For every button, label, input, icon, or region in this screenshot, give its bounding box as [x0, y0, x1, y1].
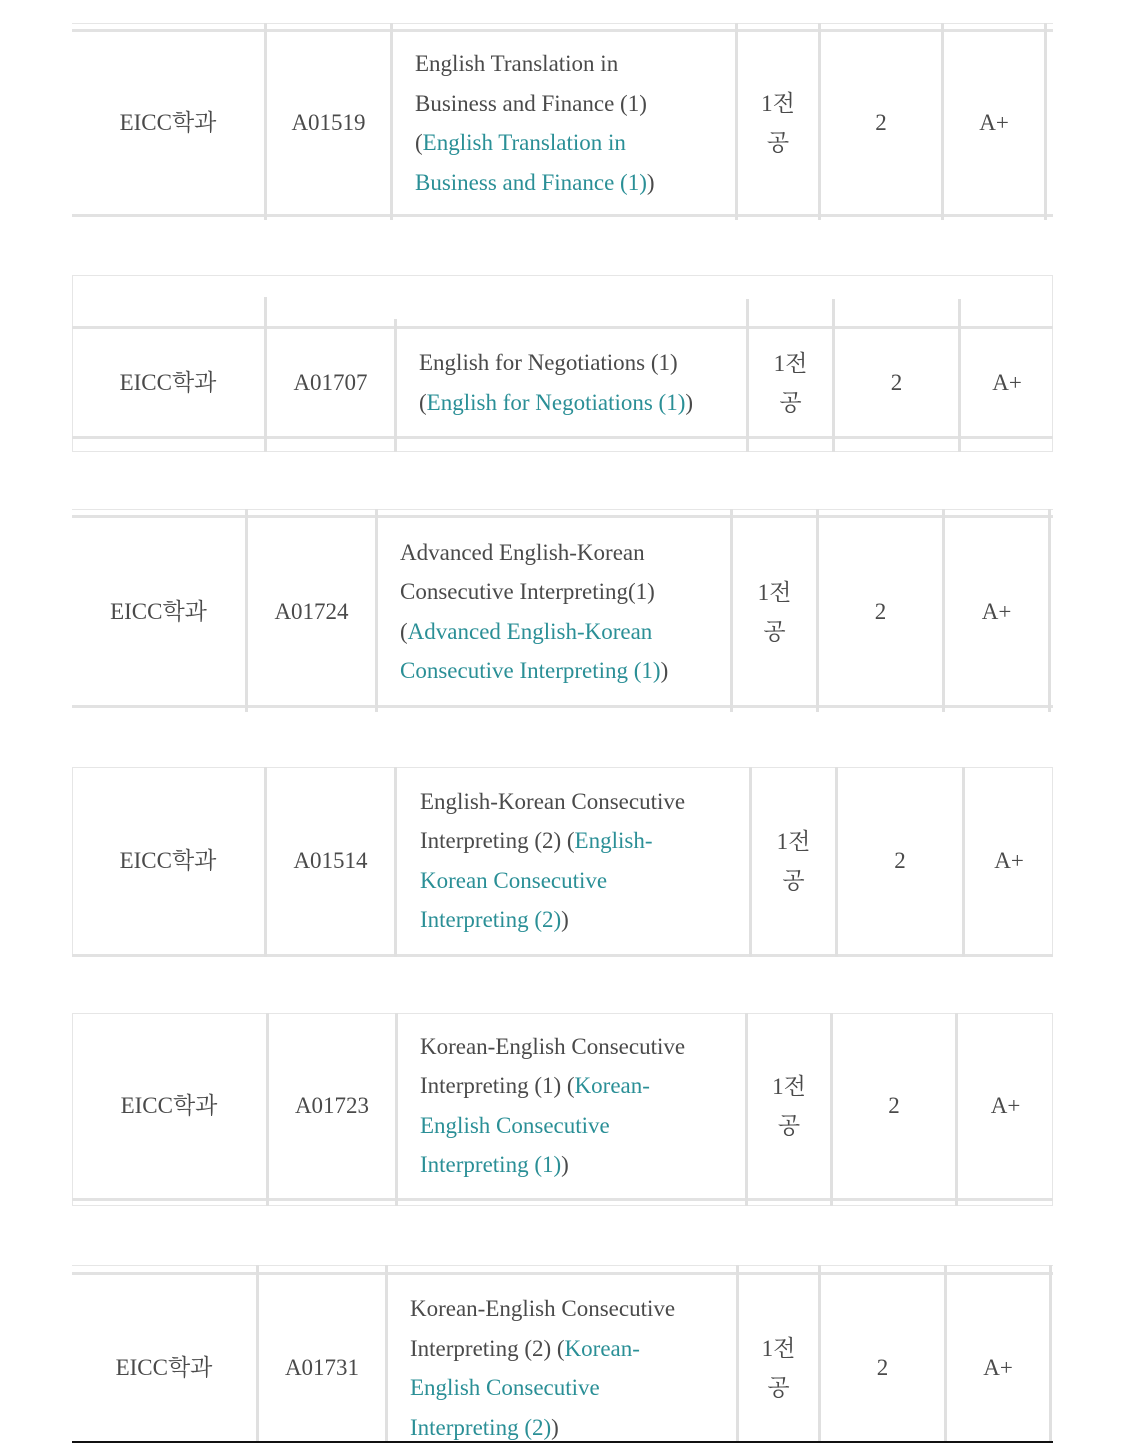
course-title: [419, 343, 726, 422]
grade-cell: A+: [981, 598, 1012, 624]
course-table-1: [72, 23, 1053, 220]
course-code-cell: A01519: [291, 110, 366, 136]
row-divider: [72, 705, 1053, 708]
course-title-link[interactable]: English-Korean Consecutive Interpreting (2): [420, 828, 653, 932]
course-title-cell: [397, 329, 746, 436]
category-text: 1전공: [776, 828, 811, 893]
course-title-suffix: ): [685, 389, 694, 415]
course-title-suffix: ): [660, 658, 669, 683]
credits-cell: 2: [874, 598, 887, 624]
grade-cell: A+: [994, 847, 1024, 873]
course-title-link[interactable]: English Translation in Business and Finance (1): [415, 130, 647, 195]
course-title-suffix: ): [561, 1152, 569, 1177]
course-title-cell: [393, 32, 735, 214]
page-cutoff-rule: [72, 1441, 1053, 1443]
row-divider: [72, 1198, 1053, 1201]
course-title-cell: [398, 1013, 745, 1198]
course-title-cell: [388, 1275, 736, 1441]
course-title: [420, 1027, 715, 1185]
course-title-korean-name: Korean-English Consecutive Interpreting (2) (: [410, 1296, 676, 1361]
department-cell: EICC학과: [119, 847, 217, 873]
course-table-4: [72, 767, 1053, 957]
grade-cell: A+: [990, 1092, 1021, 1118]
category-cell: [749, 329, 832, 436]
credits-cell: 2: [876, 1355, 889, 1381]
course-title-suffix: ): [561, 907, 569, 932]
grade-cell: A+: [979, 110, 1009, 136]
course-table-5: [72, 1013, 1053, 1206]
grade-cell: A+: [983, 1355, 1013, 1381]
row-divider: [72, 954, 1053, 957]
course-table-3: [72, 509, 1053, 712]
department-cell: EICC학과: [120, 1092, 218, 1118]
course-title-korean-name: Korean-English Consecutive Interpreting (1) (: [420, 1033, 686, 1098]
course-title-korean-name: Advanced English-Korean Consecutive Interpreting(1) (: [400, 539, 655, 644]
category-cell: [738, 32, 818, 214]
department-cell: EICC학과: [119, 369, 217, 395]
credits-cell: 2: [894, 847, 906, 873]
course-title-korean-name: English-Korean Consecutive Interpreting (2) (: [420, 788, 686, 853]
category-text: 1전공: [772, 1073, 806, 1138]
category-text: 1전공: [761, 91, 795, 155]
row-divider: [72, 214, 1053, 217]
column-divider: [1049, 1265, 1052, 1441]
category-cell: [748, 1013, 830, 1198]
row-divider: [72, 436, 1053, 439]
course-table-2: [72, 275, 1053, 452]
course-table-6: [72, 1265, 1053, 1441]
course-title-suffix: ): [551, 1414, 559, 1440]
course-code-cell: A01723: [294, 1092, 370, 1118]
department-cell: EICC학과: [119, 110, 217, 136]
course-title-korean-name: English Translation in Business and Finance (1) (: [415, 51, 647, 155]
credits-cell: 2: [888, 1092, 900, 1118]
course-title-suffix: ): [646, 169, 655, 195]
credits-cell: 2: [890, 369, 903, 395]
course-code-cell: A01707: [293, 369, 368, 395]
course-title-korean-name: English for Negotiations (1) (: [419, 350, 678, 415]
category-text: 1전공: [757, 579, 792, 644]
course-code-cell: A01731: [284, 1355, 360, 1381]
course-title-link[interactable]: Korean-English Consecutive Interpreting (1): [420, 1073, 650, 1177]
department-cell: EICC학과: [110, 598, 207, 624]
department-cell: EICC학과: [115, 1355, 213, 1381]
course-code-cell: A01724: [274, 598, 349, 624]
course-title-link[interactable]: Korean-English Consecutive Interpreting (2): [410, 1335, 640, 1440]
category-text: 1전공: [761, 1336, 796, 1400]
course-code-cell: A01514: [293, 847, 368, 873]
course-title-link[interactable]: Advanced English-Korean Consecutive Interpreting (1): [400, 618, 661, 683]
course-title: [400, 533, 690, 691]
column-divider: [1048, 509, 1051, 712]
category-cell: [739, 1275, 818, 1441]
course-title: [420, 782, 719, 940]
column-divider: [1044, 23, 1047, 220]
course-title-cell: [397, 767, 749, 954]
grade-cell: A+: [992, 369, 1022, 395]
course-title-link[interactable]: English for Negotiations (1): [426, 389, 686, 415]
category-cell: [752, 767, 835, 954]
credits-cell: 2: [875, 110, 887, 136]
category-text: 1전공: [773, 350, 808, 415]
course-title: [410, 1289, 706, 1441]
category-cell: [733, 518, 816, 705]
course-title-cell: [378, 518, 730, 705]
course-title: [415, 44, 705, 202]
